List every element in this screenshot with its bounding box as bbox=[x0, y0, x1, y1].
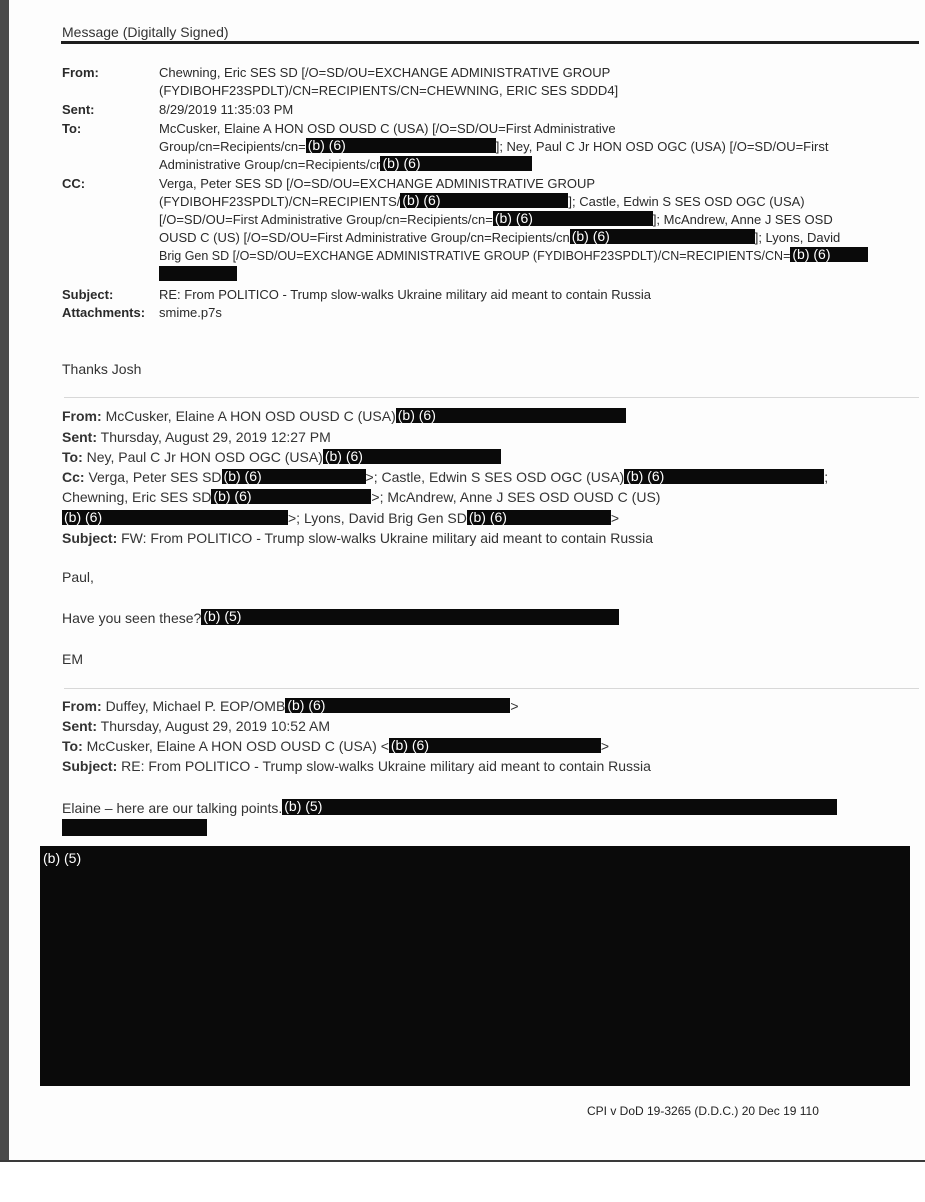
msg3-sent: Thursday, August 29, 2019 10:52 AM bbox=[100, 718, 330, 734]
header-cc-line4 bbox=[159, 229, 840, 246]
redaction-b6: (b) (6) bbox=[62, 510, 288, 525]
msg2-to-line bbox=[62, 448, 501, 466]
msg3-subject-line bbox=[62, 757, 651, 775]
cc-line2-part2: ]; Castle, Edwin S SES OSD OGC (USA) bbox=[568, 194, 805, 209]
document-title: Message (Digitally Signed) bbox=[62, 24, 229, 40]
msg2-cc-line1 bbox=[62, 468, 828, 486]
cc-line5-part1: Brig Gen SD [/O=SD/OU=EXCHANGE ADMINISTRATIVE GROUP (FYDIBOHF23SPDLT)/CN=RECIPIENTS/CN= bbox=[159, 249, 791, 263]
msg2-sent-label: Sent: bbox=[62, 429, 97, 445]
header-sent: 8/29/2019 11:35:03 PM bbox=[159, 102, 294, 117]
redaction-b6: (b) (6) bbox=[285, 698, 510, 713]
header-from-line1: Chewning, Eric SES SD [/O=SD/OU=EXCHANGE ADMINISTRATIVE GROUP bbox=[159, 65, 611, 80]
header-to-line3 bbox=[159, 156, 532, 173]
msg2-subject-line bbox=[62, 529, 653, 547]
redaction-b6: (b) (6) bbox=[323, 449, 501, 464]
cc-line4-part2: ]; Lyons, David bbox=[754, 230, 841, 245]
redaction-b5-large: (b) (5) bbox=[40, 846, 910, 1086]
msg2-cc3-b: >; Lyons, David Brig Gen SD bbox=[288, 510, 467, 526]
body-paul: Paul, bbox=[62, 569, 94, 585]
redaction-b5: (b) (5) bbox=[282, 799, 837, 815]
msg3-from-line bbox=[62, 697, 519, 715]
redaction-b6: (b) (6) bbox=[467, 510, 611, 525]
redaction-b6: (b) (6) bbox=[624, 469, 824, 484]
msg3-to-end: > bbox=[600, 738, 610, 754]
msg3-from: Duffey, Michael P. EOP/OMB bbox=[105, 698, 286, 714]
header-cc-line3 bbox=[159, 211, 833, 228]
message-divider bbox=[64, 397, 919, 398]
msg2-cc-c: ; bbox=[824, 469, 829, 485]
header-attachments: smime.p7s bbox=[159, 305, 222, 320]
redaction-b6: (b) (6) bbox=[493, 211, 653, 226]
redaction-b6: (b) (6) bbox=[400, 193, 568, 208]
msg3-from-end: > bbox=[510, 698, 519, 714]
body-seen-line bbox=[62, 609, 619, 627]
header-cc-line5 bbox=[159, 247, 868, 265]
redaction-b6: (b) (6) bbox=[389, 738, 601, 753]
redaction-b6: (b) (6) bbox=[396, 408, 626, 423]
msg2-sent: Thursday, August 29, 2019 12:27 PM bbox=[100, 429, 331, 445]
page-gap bbox=[0, 1160, 925, 1202]
msg2-cc-b: >; Castle, Edwin S SES OSD OGC (USA) bbox=[365, 469, 625, 485]
subject-label: Subject: bbox=[62, 287, 114, 302]
msg2-to: Ney, Paul C Jr HON OSD OGC (USA) bbox=[86, 449, 323, 465]
to-line3-part1: Administrative Group/cn=Recipients/cr bbox=[159, 157, 381, 172]
msg2-subject: FW: From POLITICO - Trump slow-walks Ukraine military aid meant to contain Russia bbox=[121, 530, 654, 546]
to-line2-part2: ]; Ney, Paul C Jr HON OSD OGC (USA) [/O=SD/OU=First bbox=[495, 139, 829, 154]
body-thanks: Thanks Josh bbox=[62, 361, 142, 377]
cc-line3-part2: ]; McAndrew, Anne J SES OSD bbox=[652, 212, 833, 227]
redaction-block bbox=[62, 819, 207, 836]
message-divider bbox=[64, 688, 919, 689]
cc-line2-part1: (FYDIBOHF23SPDLT)/CN=RECIPIENTS/ bbox=[159, 194, 401, 209]
msg2-cc-label: Cc: bbox=[62, 469, 85, 485]
msg2-cc-line3 bbox=[62, 509, 619, 527]
title-rule bbox=[61, 41, 919, 44]
redaction-b6: (b) (6) bbox=[570, 229, 755, 244]
msg3-subject-label: Subject: bbox=[62, 758, 118, 774]
redaction-b6: (b) (6) bbox=[306, 138, 496, 153]
msg3-to-label: To: bbox=[62, 738, 83, 754]
msg2-cc2-b: >; McAndrew, Anne J SES OSD OUSD C (US) bbox=[371, 489, 661, 505]
header-subject: RE: From POLITICO - Trump slow-walks Ukraine military aid meant to contain Russia bbox=[159, 287, 651, 302]
header-cc-line1: Verga, Peter SES SD [/O=SD/OU=EXCHANGE ADMINISTRATIVE GROUP bbox=[159, 176, 596, 191]
from-label: From: bbox=[62, 65, 99, 80]
header-to-line1: McCusker, Elaine A HON OSD OUSD C (USA) [/O=SD/OU=First Administrative bbox=[159, 121, 616, 136]
redaction-b5: (b) (5) bbox=[201, 609, 619, 625]
msg2-from-line bbox=[62, 407, 626, 425]
header-from-line2: (FYDIBOHF23SPDLT)/CN=RECIPIENTS/CN=CHEWNING, ERIC SES SDDD4] bbox=[159, 83, 619, 98]
body-elaine: Elaine – here are our talking points. bbox=[62, 800, 283, 816]
msg3-subject: RE: From POLITICO - Trump slow-walks Ukraine military aid meant to contain Russia bbox=[121, 758, 651, 774]
footer-citation: CPI v DoD 19-3265 (D.D.C.) 20 Dec 19 110 bbox=[587, 1104, 819, 1118]
attachments-label: Attachments: bbox=[62, 305, 146, 320]
header-cc-line2 bbox=[159, 193, 805, 210]
redaction-b6: (b) (6) bbox=[222, 469, 366, 484]
msg2-subject-label: Subject: bbox=[62, 530, 118, 546]
msg2-from: McCusker, Elaine A HON OSD OUSD C (USA) bbox=[105, 408, 396, 424]
msg2-cc-a: Verga, Peter SES SD bbox=[88, 469, 222, 485]
msg3-sent-line bbox=[62, 717, 330, 735]
redaction-b6: (b) (6) bbox=[380, 156, 532, 171]
header-to-line2 bbox=[159, 138, 828, 155]
msg3-to-line bbox=[62, 737, 609, 755]
msg3-to: McCusker, Elaine A HON OSD OUSD C (USA) < bbox=[86, 738, 389, 754]
msg2-cc3-c: > bbox=[610, 510, 620, 526]
msg2-cc2-a: Chewning, Eric SES SD bbox=[62, 489, 212, 505]
document-page bbox=[9, 0, 925, 1160]
body-em: EM bbox=[62, 651, 83, 667]
cc-label: CC: bbox=[62, 176, 86, 191]
cc-line4-part1: OUSD C (US) [/O=SD/OU=First Administrative Group/cn=Recipients/cn bbox=[159, 230, 570, 245]
msg3-sent-label: Sent: bbox=[62, 718, 97, 734]
redaction-b6: (b) (6) bbox=[790, 247, 868, 262]
msg2-from-label: From: bbox=[62, 408, 102, 424]
body-seen: Have you seen these? bbox=[62, 610, 202, 626]
msg3-from-label: From: bbox=[62, 698, 102, 714]
redaction-b6: (b) (6) bbox=[211, 489, 371, 504]
sent-label: Sent: bbox=[62, 102, 95, 117]
msg2-cc-line2 bbox=[62, 488, 660, 506]
body-elaine-line bbox=[62, 799, 837, 817]
to-label: To: bbox=[62, 121, 82, 136]
msg2-sent-line bbox=[62, 428, 331, 446]
cc-line3-part1: [/O=SD/OU=First Administrative Group/cn=Recipients/cn= bbox=[159, 212, 493, 227]
redaction-block bbox=[159, 266, 237, 281]
msg2-to-label: To: bbox=[62, 449, 83, 465]
to-line2-part1: Group/cn=Recipients/cn= bbox=[159, 139, 306, 154]
